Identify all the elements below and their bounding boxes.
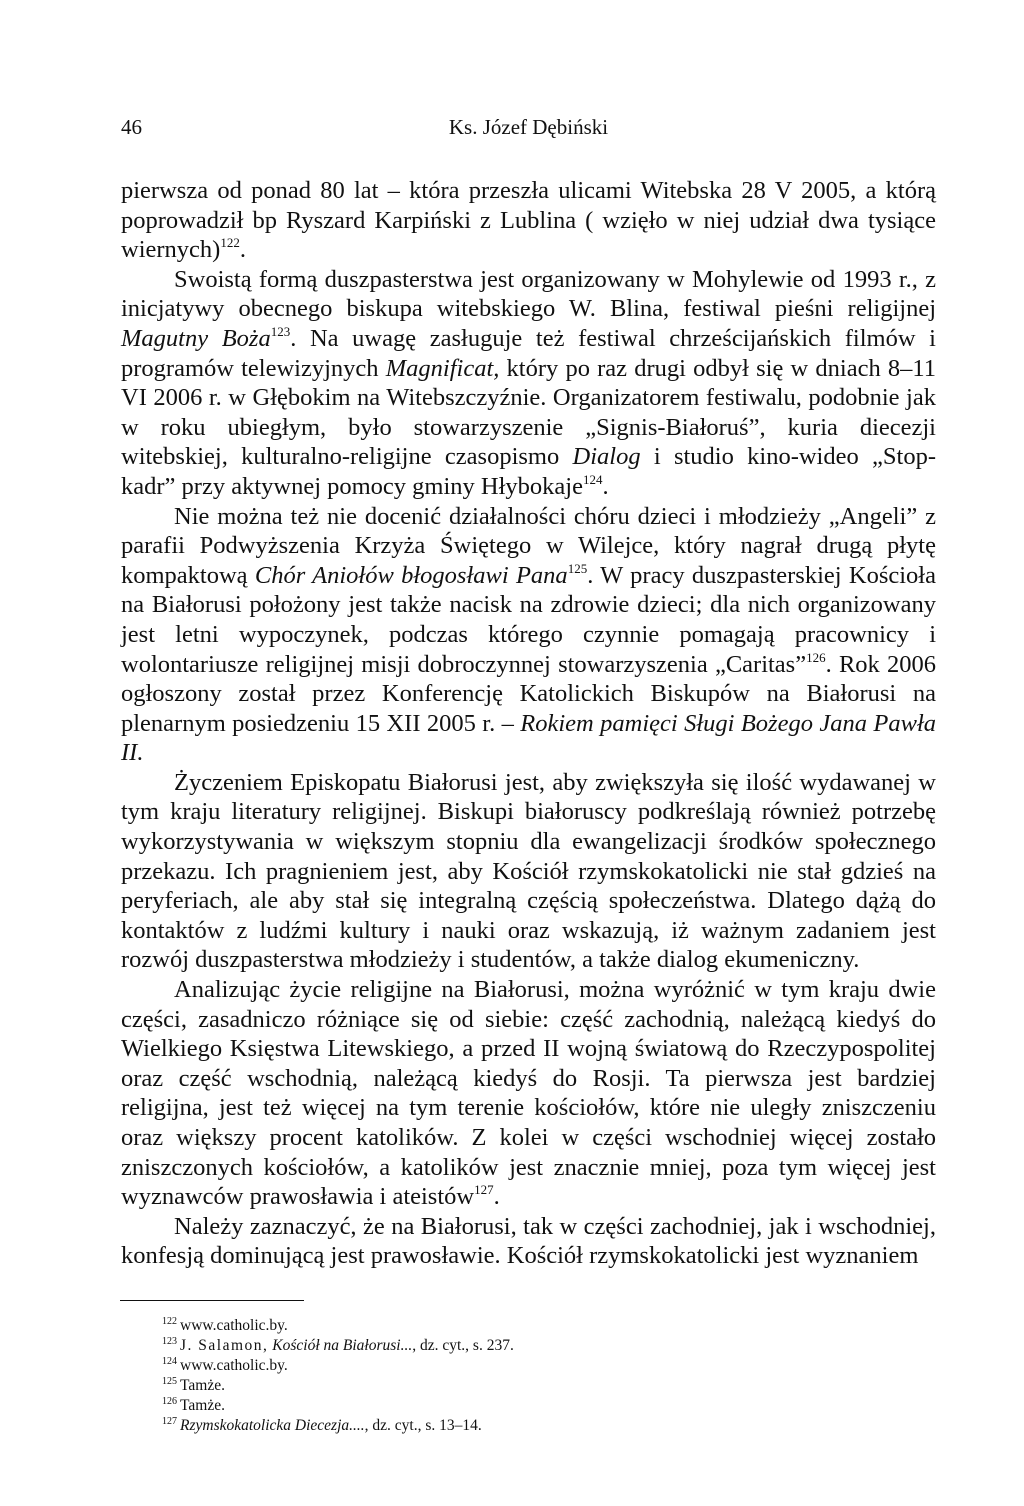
italic-text: Kościół na Białorusi... xyxy=(272,1337,413,1354)
paragraph xyxy=(121,768,936,975)
footnote-number: 122 xyxy=(162,1316,177,1327)
paragraph xyxy=(121,502,936,768)
text-run: Analizując życie religijne na Białorusi, można wyróżnić w tym kraju dwie części, zasadniczo różniące się od siebie: część zachodnią, należącą kiedyś do Wielkiego Księstwa Litewskiego, a przed II wojną światową do Rzeczypospolitej oraz część wschodnią, należącą kiedyś do Rosji. Ta pierwsza jest bardziej religijna, jest też więcej na tym terenie kościołów, które nie uległy zniszczeniu oraz większy procent katolików. Z kolei w części wschodniej więcej zostało zniszczonych kościołów, a katolików jest znacznie mniej, poza tym więcej jest wyznawców prawosławia i ateistów xyxy=(121,976,936,1211)
text-run: Tamże. xyxy=(180,1377,225,1394)
footnote-ref: 126 xyxy=(806,649,826,665)
text-run: Swoistą formą duszpasterstwa jest organizowany w Mohylewie od 1993 r., z inicjatywy obecnego biskupa witebskiego W. Blina, festiwal pieśni religijnej xyxy=(121,265,936,323)
text-run: który po raz drugi odbył się w dniach 8–11 VI 2006 r. w Głębokim na Witebszczyźnie. Organizatorem festiwalu, podobnie jak w roku ubiegłym, było stowarzyszenie „Signis-Białoruś”, kuria diecezji witebskiej, kulturalno-religijne czasopismo xyxy=(121,354,936,471)
italic-text: Rokiem pamięci Sługi Bożego Jana Pawła II. xyxy=(121,709,936,767)
running-head-author: Ks. Józef Dębiński xyxy=(448,115,609,139)
text-run: . xyxy=(602,472,609,500)
footnote xyxy=(162,1316,862,1336)
text-run: J. Salamon, xyxy=(180,1337,269,1354)
footnote-number: 126 xyxy=(162,1396,177,1407)
italic-text: Dialog xyxy=(572,443,641,471)
text-run: . Na uwagę zasługuje też festiwal chrześcijańskich filmów i programów telewizyjnych xyxy=(121,324,936,382)
text-run: www.catholic.by. xyxy=(180,1357,288,1374)
footnote-number: 123 xyxy=(162,1336,177,1347)
paragraph xyxy=(121,265,936,502)
text-run: www.catholic.by. xyxy=(180,1317,288,1334)
text-run: . xyxy=(493,1183,500,1211)
footnote-ref: 127 xyxy=(474,1182,494,1198)
footnotes xyxy=(162,1316,862,1436)
footnote-ref: 122 xyxy=(220,235,240,251)
footnote-number: 127 xyxy=(162,1416,177,1427)
text-run: pierwsza od ponad 80 lat – która przeszła ulicami Witebska 28 V 2005, a którą poprowadził bp Ryszard Karpiński z Lublina ( wzięło w niej udział dwa tysiące wiernych) xyxy=(121,177,936,264)
footnote xyxy=(162,1336,862,1356)
footnote-ref: 124 xyxy=(582,471,603,487)
footnote xyxy=(162,1376,862,1396)
running-header xyxy=(121,112,936,142)
text-run: Należy zaznaczyć, że na Białorusi, tak w części zachodniej, jak i wschodniej, konfesją dominującą jest prawosławie. Kościół rzymskokatolicki jest wyznaniem xyxy=(121,1212,936,1270)
footnote xyxy=(162,1356,862,1376)
footnote-number: 125 xyxy=(162,1376,177,1387)
text-run: . xyxy=(239,236,246,264)
italic-text: Magutny Boża xyxy=(121,324,271,352)
body-text xyxy=(121,176,936,1271)
text-run: Życzeniem Episkopatu Białorusi jest, aby zwiększyła się ilość wydawanej w tym kraju literatury religijnej. Biskupi białoruscy podkreślają również potrzebę wykorzystywania w większym stopniu dla ewangelizacji środków społecznego przekazu. Ich pragnieniem jest, aby Kościół rzymskokatolicki nie stał gdzieś na peryferiach, ale aby stał się integralną częścią społeczeństwa. Dlatego dążą do kontaktów z ludźmi kultury i nauki oraz wskazują, iż ważnym zadaniem jest rozwój duszpasterstwa młodzieży i studentów, a także dialog ekumeniczny. xyxy=(121,768,936,974)
text-run: , dz. cyt., s. 237. xyxy=(412,1337,514,1354)
italic-text: Chór Aniołów błogosławi Pana xyxy=(254,561,568,589)
paragraph xyxy=(121,176,936,265)
text-run: , dz. cyt., s. 13–14. xyxy=(364,1417,482,1434)
paragraph xyxy=(121,975,936,1212)
footnote-ref: 125 xyxy=(567,560,588,576)
footnote-ref: 123 xyxy=(270,323,291,339)
text-run: Tamże. xyxy=(180,1397,225,1414)
paragraph xyxy=(121,1212,936,1271)
page-number: 46 xyxy=(121,115,142,139)
italic-text: Rzymskokatolicka Diecezja.... xyxy=(180,1417,365,1434)
footnote xyxy=(162,1396,862,1416)
text-run: Nie można też nie docenić działalności chóru dzieci i młodzieży „Angeli” z parafii Podwyższenia Krzyża Świętego w Wilejce, który nagrał drugą płytę kompaktową xyxy=(121,502,936,589)
footnote-number: 124 xyxy=(162,1356,177,1367)
text-run: . Rok 2006 ogłoszony został przez Konferencję Katolickich Biskupów na Białorusi na plenarnym posiedzeniu 15 XII 2005 r. – xyxy=(121,650,937,737)
footnote-separator xyxy=(120,1300,304,1301)
footnote xyxy=(162,1416,862,1436)
text-run: i studio kino-wideo „Stop-kadr” przy aktywnej pomocy gminy Hłybokaje xyxy=(121,443,936,500)
text-run: . W pracy duszpasterskiej Kościoła na Białorusi położony jest także nacisk na zdrowie dzieci; dla nich organizowany jest letni wypoczynek, podczas którego czynnie pomagają pracownicy i wolontariusze religijnej misji dobroczynnej stowarzyszenia „Caritas” xyxy=(121,561,936,678)
italic-text: Magnificat, xyxy=(385,354,500,382)
